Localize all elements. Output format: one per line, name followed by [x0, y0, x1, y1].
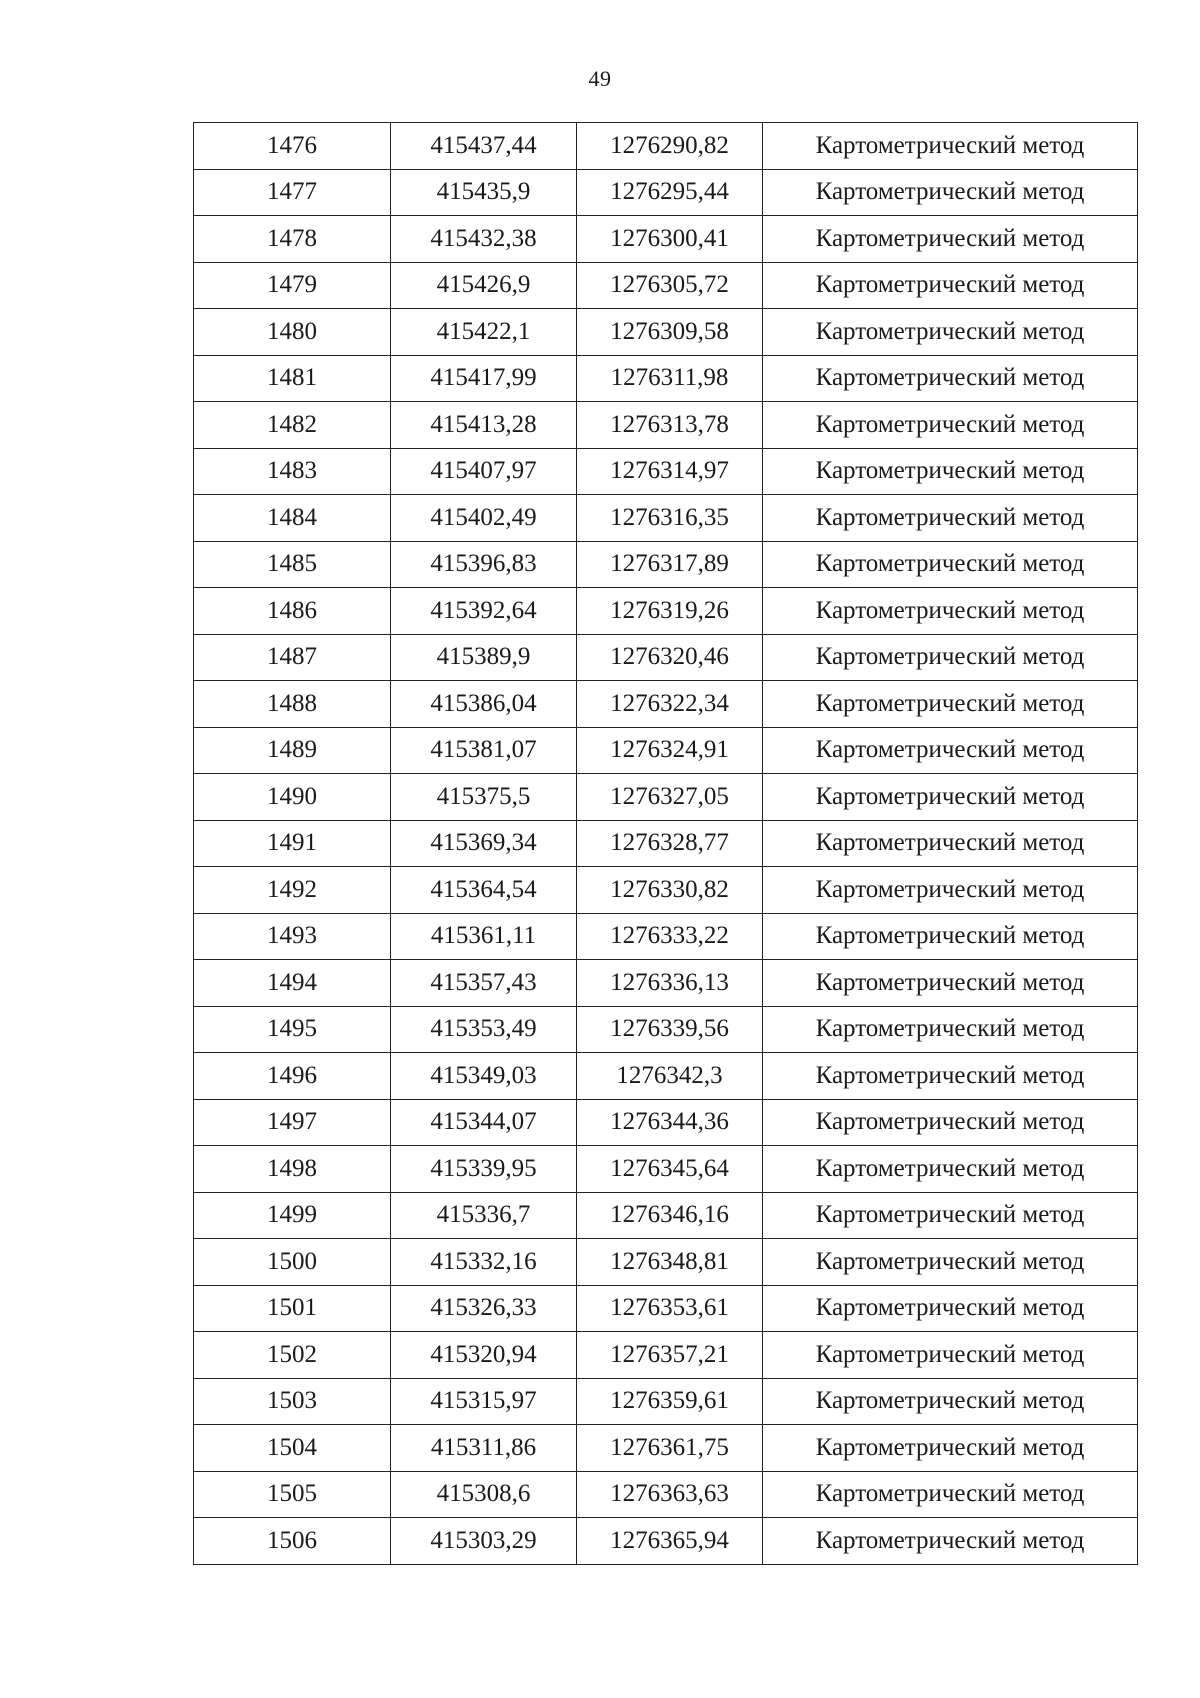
method-cell: Картометрический метод [763, 913, 1138, 960]
method-cell: Картометрический метод [763, 1146, 1138, 1193]
method-cell: Картометрический метод [763, 867, 1138, 914]
table-row [194, 262, 1138, 309]
y-coordinate-cell: 1276309,58 [577, 309, 763, 356]
x-coordinate-cell: 415407,97 [391, 448, 577, 495]
x-coordinate-cell: 415364,54 [391, 867, 577, 914]
method-cell: Картометрический метод [763, 820, 1138, 867]
method-cell: Картометрический метод [763, 169, 1138, 216]
method-cell: Картометрический метод [763, 262, 1138, 309]
point-number-cell: 1495 [194, 1006, 391, 1053]
x-coordinate-cell: 415426,9 [391, 262, 577, 309]
method-cell: Картометрический метод [763, 1099, 1138, 1146]
y-coordinate-cell: 1276330,82 [577, 867, 763, 914]
method-cell: Картометрический метод [763, 1053, 1138, 1100]
table-row [194, 867, 1138, 914]
method-cell: Картометрический метод [763, 634, 1138, 681]
point-number-cell: 1503 [194, 1378, 391, 1425]
point-number-cell: 1493 [194, 913, 391, 960]
point-number-cell: 1491 [194, 820, 391, 867]
coordinates-table-body [194, 123, 1138, 1565]
y-coordinate-cell: 1276357,21 [577, 1332, 763, 1379]
method-cell: Картометрический метод [763, 774, 1138, 821]
y-coordinate-cell: 1276305,72 [577, 262, 763, 309]
method-cell: Картометрический метод [763, 402, 1138, 449]
table-row [194, 1146, 1138, 1193]
point-number-cell: 1496 [194, 1053, 391, 1100]
point-number-cell: 1481 [194, 355, 391, 402]
method-cell: Картометрический метод [763, 495, 1138, 542]
x-coordinate-cell: 415402,49 [391, 495, 577, 542]
y-coordinate-cell: 1276295,44 [577, 169, 763, 216]
table-row [194, 634, 1138, 681]
x-coordinate-cell: 415353,49 [391, 1006, 577, 1053]
y-coordinate-cell: 1276313,78 [577, 402, 763, 449]
point-number-cell: 1505 [194, 1471, 391, 1518]
method-cell: Картометрический метод [763, 355, 1138, 402]
y-coordinate-cell: 1276345,64 [577, 1146, 763, 1193]
table-row [194, 1285, 1138, 1332]
table-row [194, 960, 1138, 1007]
table-row [194, 1425, 1138, 1472]
point-number-cell: 1501 [194, 1285, 391, 1332]
table-row [194, 309, 1138, 356]
x-coordinate-cell: 415320,94 [391, 1332, 577, 1379]
table-row [194, 820, 1138, 867]
table-row [194, 1006, 1138, 1053]
x-coordinate-cell: 415396,83 [391, 541, 577, 588]
method-cell: Картометрический метод [763, 1006, 1138, 1053]
x-coordinate-cell: 415349,03 [391, 1053, 577, 1100]
y-coordinate-cell: 1276348,81 [577, 1239, 763, 1286]
method-cell: Картометрический метод [763, 588, 1138, 635]
point-number-cell: 1482 [194, 402, 391, 449]
table-row [194, 1378, 1138, 1425]
x-coordinate-cell: 415357,43 [391, 960, 577, 1007]
table-row [194, 1332, 1138, 1379]
coordinates-table [193, 122, 1138, 1565]
method-cell: Картометрический метод [763, 1192, 1138, 1239]
point-number-cell: 1483 [194, 448, 391, 495]
x-coordinate-cell: 415339,95 [391, 1146, 577, 1193]
point-number-cell: 1485 [194, 541, 391, 588]
x-coordinate-cell: 415361,11 [391, 913, 577, 960]
x-coordinate-cell: 415315,97 [391, 1378, 577, 1425]
point-number-cell: 1492 [194, 867, 391, 914]
y-coordinate-cell: 1276365,94 [577, 1518, 763, 1565]
y-coordinate-cell: 1276353,61 [577, 1285, 763, 1332]
table-row [194, 1471, 1138, 1518]
table-row [194, 495, 1138, 542]
x-coordinate-cell: 415375,5 [391, 774, 577, 821]
x-coordinate-cell: 415422,1 [391, 309, 577, 356]
x-coordinate-cell: 415311,86 [391, 1425, 577, 1472]
point-number-cell: 1484 [194, 495, 391, 542]
point-number-cell: 1504 [194, 1425, 391, 1472]
point-number-cell: 1479 [194, 262, 391, 309]
point-number-cell: 1488 [194, 681, 391, 728]
point-number-cell: 1477 [194, 169, 391, 216]
point-number-cell: 1506 [194, 1518, 391, 1565]
x-coordinate-cell: 415413,28 [391, 402, 577, 449]
method-cell: Картометрический метод [763, 309, 1138, 356]
y-coordinate-cell: 1276328,77 [577, 820, 763, 867]
table-row [194, 1239, 1138, 1286]
y-coordinate-cell: 1276316,35 [577, 495, 763, 542]
table-row [194, 169, 1138, 216]
x-coordinate-cell: 415336,7 [391, 1192, 577, 1239]
table-row [194, 1192, 1138, 1239]
point-number-cell: 1499 [194, 1192, 391, 1239]
table-row [194, 448, 1138, 495]
method-cell: Картометрический метод [763, 1239, 1138, 1286]
table-row [194, 1099, 1138, 1146]
x-coordinate-cell: 415435,9 [391, 169, 577, 216]
y-coordinate-cell: 1276336,13 [577, 960, 763, 1007]
x-coordinate-cell: 415332,16 [391, 1239, 577, 1286]
point-number-cell: 1478 [194, 216, 391, 263]
method-cell: Картометрический метод [763, 448, 1138, 495]
point-number-cell: 1487 [194, 634, 391, 681]
x-coordinate-cell: 415386,04 [391, 681, 577, 728]
x-coordinate-cell: 415389,9 [391, 634, 577, 681]
table-row [194, 774, 1138, 821]
table-row [194, 681, 1138, 728]
point-number-cell: 1480 [194, 309, 391, 356]
x-coordinate-cell: 415344,07 [391, 1099, 577, 1146]
method-cell: Картометрический метод [763, 1518, 1138, 1565]
y-coordinate-cell: 1276314,97 [577, 448, 763, 495]
point-number-cell: 1497 [194, 1099, 391, 1146]
table-row [194, 355, 1138, 402]
method-cell: Картометрический метод [763, 216, 1138, 263]
page-number: 49 [588, 66, 612, 91]
table-row [194, 1518, 1138, 1565]
x-coordinate-cell: 415326,33 [391, 1285, 577, 1332]
table-row [194, 727, 1138, 774]
y-coordinate-cell: 1276344,36 [577, 1099, 763, 1146]
point-number-cell: 1486 [194, 588, 391, 635]
method-cell: Картометрический метод [763, 1332, 1138, 1379]
x-coordinate-cell: 415381,07 [391, 727, 577, 774]
table-row [194, 588, 1138, 635]
y-coordinate-cell: 1276359,61 [577, 1378, 763, 1425]
y-coordinate-cell: 1276339,56 [577, 1006, 763, 1053]
point-number-cell: 1502 [194, 1332, 391, 1379]
table-row [194, 913, 1138, 960]
method-cell: Картометрический метод [763, 727, 1138, 774]
y-coordinate-cell: 1276300,41 [577, 216, 763, 263]
y-coordinate-cell: 1276320,46 [577, 634, 763, 681]
y-coordinate-cell: 1276342,3 [577, 1053, 763, 1100]
point-number-cell: 1498 [194, 1146, 391, 1193]
y-coordinate-cell: 1276324,91 [577, 727, 763, 774]
y-coordinate-cell: 1276311,98 [577, 355, 763, 402]
method-cell: Картометрический метод [763, 541, 1138, 588]
point-number-cell: 1476 [194, 123, 391, 170]
x-coordinate-cell: 415392,64 [391, 588, 577, 635]
point-number-cell: 1494 [194, 960, 391, 1007]
method-cell: Картометрический метод [763, 1378, 1138, 1425]
method-cell: Картометрический метод [763, 1425, 1138, 1472]
table-row [194, 123, 1138, 170]
y-coordinate-cell: 1276322,34 [577, 681, 763, 728]
x-coordinate-cell: 415432,38 [391, 216, 577, 263]
point-number-cell: 1500 [194, 1239, 391, 1286]
table-row [194, 541, 1138, 588]
y-coordinate-cell: 1276327,05 [577, 774, 763, 821]
y-coordinate-cell: 1276361,75 [577, 1425, 763, 1472]
table-row [194, 1053, 1138, 1100]
table-row [194, 216, 1138, 263]
x-coordinate-cell: 415369,34 [391, 820, 577, 867]
y-coordinate-cell: 1276290,82 [577, 123, 763, 170]
method-cell: Картометрический метод [763, 960, 1138, 1007]
method-cell: Картометрический метод [763, 1285, 1138, 1332]
x-coordinate-cell: 415303,29 [391, 1518, 577, 1565]
x-coordinate-cell: 415417,99 [391, 355, 577, 402]
method-cell: Картометрический метод [763, 123, 1138, 170]
method-cell: Картометрический метод [763, 681, 1138, 728]
y-coordinate-cell: 1276363,63 [577, 1471, 763, 1518]
y-coordinate-cell: 1276319,26 [577, 588, 763, 635]
method-cell: Картометрический метод [763, 1471, 1138, 1518]
point-number-cell: 1490 [194, 774, 391, 821]
x-coordinate-cell: 415437,44 [391, 123, 577, 170]
y-coordinate-cell: 1276317,89 [577, 541, 763, 588]
y-coordinate-cell: 1276333,22 [577, 913, 763, 960]
x-coordinate-cell: 415308,6 [391, 1471, 577, 1518]
point-number-cell: 1489 [194, 727, 391, 774]
table-row [194, 402, 1138, 449]
y-coordinate-cell: 1276346,16 [577, 1192, 763, 1239]
